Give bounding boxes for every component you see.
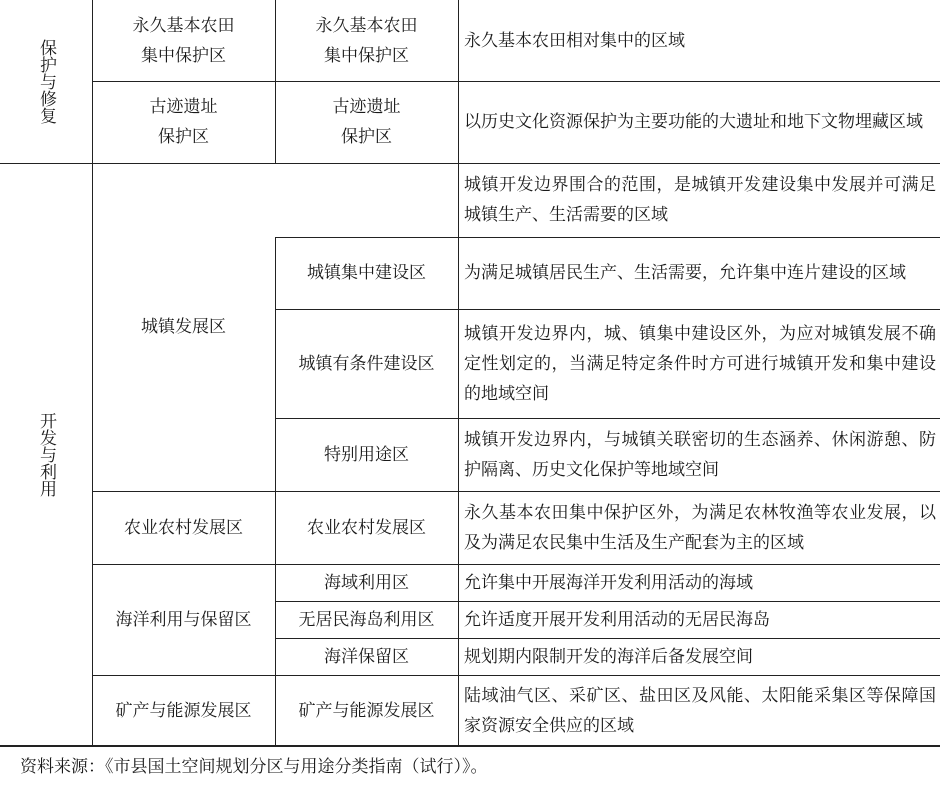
level1-label: 城镇发展区 [141, 317, 226, 337]
desc-cell [458, 309, 940, 418]
desc-cell [458, 81, 940, 163]
level1-cell [92, 163, 275, 491]
level1-label: 农业农村发展区 [124, 517, 243, 538]
level2-label: 永久基本农田 集中保护区 [315, 15, 418, 66]
level1-cell [92, 0, 275, 81]
level1-cell [92, 564, 275, 675]
level1-label: 永久基本农田 集中保护区 [132, 15, 235, 66]
level1-label: 矿产与能源发展区 [115, 700, 252, 721]
desc-cell [458, 237, 940, 309]
level2-cell [275, 675, 458, 746]
table-bottom-rule [0, 745, 940, 747]
desc-text: 允许适度开展开发利用活动的无居民海岛 [464, 609, 770, 630]
level1-cell [92, 491, 275, 564]
desc-text: 规划期内限制开发的海洋后备发展空间 [464, 646, 753, 667]
level2-cell [275, 237, 458, 309]
level1-cell [92, 675, 275, 746]
group-label: 开发与利用 [36, 412, 56, 497]
desc-cell [458, 418, 940, 491]
level2-label: 城镇集中建设区 [307, 263, 426, 283]
level2-cell [275, 491, 458, 564]
level2-cell [275, 601, 458, 638]
desc-text: 为满足城镇居民生产、生活需要，允许集中连片建设的区域 [464, 263, 906, 283]
row-rule [275, 418, 940, 419]
desc-cell [458, 675, 940, 746]
level1-label: 海洋利用与保留区 [115, 609, 252, 630]
desc-cell [458, 0, 940, 81]
level2-label: 海洋保留区 [324, 646, 409, 667]
desc-cell [458, 163, 940, 237]
desc-text: 以历史文化资源保护为主要功能的大遗址和地下文物埋藏区域 [464, 112, 923, 132]
row-rule [275, 309, 940, 310]
level2-cell [275, 564, 458, 601]
desc-cell [458, 601, 940, 638]
desc-text: 城镇开发边界内，城、镇集中建设区外，为应对城镇发展不确定性划定的，当满足特定条件时方可进行城镇开发和集中建设的地域空间 [464, 323, 936, 404]
row-rule [92, 491, 940, 492]
desc-cell [458, 638, 940, 675]
desc-text: 城镇开发边界围合的范围，是城镇开发建设集中发展并可满足城镇生产、生活需要的区域 [464, 175, 936, 225]
level1-cell [92, 81, 275, 163]
level2-cell [275, 0, 458, 81]
desc-text: 永久基本农田相对集中的区域 [464, 30, 685, 51]
group-cell-development [0, 163, 92, 746]
level2-cell [275, 81, 458, 163]
level1-label: 古迹遗址 保护区 [149, 97, 218, 147]
level2-label: 城镇有条件建设区 [298, 353, 435, 374]
row-rule [92, 675, 940, 676]
level2-label: 古迹遗址 保护区 [332, 97, 401, 147]
source-note: 资料来源：《市县国土空间规划分区与用途分类指南（试行）》。 [20, 757, 488, 777]
row-rule [275, 601, 940, 602]
level2-label: 海域利用区 [324, 572, 409, 593]
column-rule [458, 0, 459, 746]
desc-cell [458, 491, 940, 564]
desc-text: 允许集中开展海洋开发利用活动的海域 [464, 572, 753, 593]
level2-label: 农业农村发展区 [307, 517, 426, 538]
level2-label: 矿产与能源发展区 [298, 700, 435, 721]
row-rule [275, 237, 940, 238]
level2-label: 特别用途区 [324, 444, 409, 465]
level2-label: 无居民海岛利用区 [298, 609, 435, 630]
group-cell-protection [0, 0, 92, 163]
desc-text: 陆域油气区、采矿区、盐田区及风能、太阳能采集区等保障国家资源安全供应的区域 [464, 685, 936, 736]
column-rule [92, 0, 93, 746]
row-rule [0, 163, 940, 164]
desc-cell [458, 564, 940, 601]
row-rule [92, 564, 940, 565]
group-label: 保护与修复 [36, 39, 56, 124]
level2-cell [275, 638, 458, 675]
desc-text: 城镇开发边界内，与城镇关联密切的生态涵养、休闲游憩、防护隔离、历史文化保护等地域空间 [464, 429, 936, 480]
level2-cell [275, 418, 458, 491]
desc-text: 永久基本农田集中保护区外，为满足农林牧渔等农业发展，以及为满足农民集中生活及生产配套为主的区域 [464, 502, 936, 553]
level2-cell [275, 309, 458, 418]
row-rule [92, 81, 940, 82]
row-rule [275, 638, 940, 639]
